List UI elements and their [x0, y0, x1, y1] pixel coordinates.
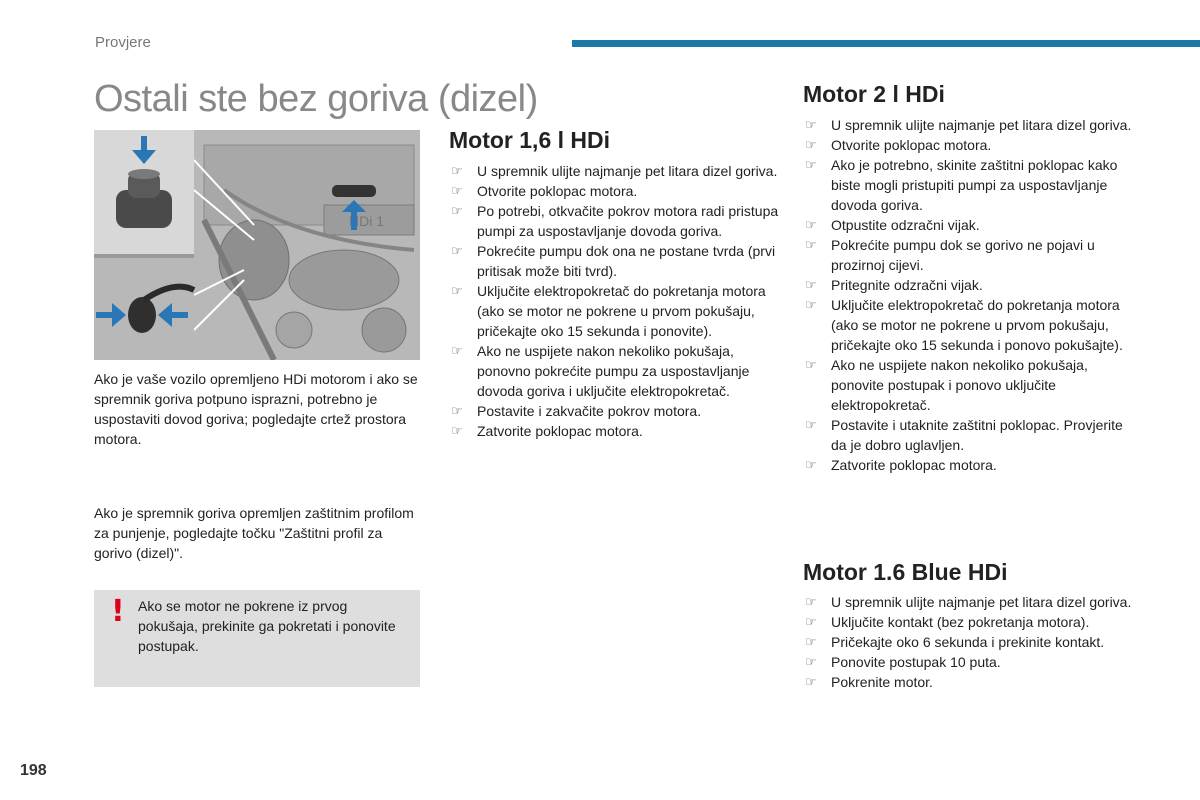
step-text: Otpustite odzračni vijak. — [831, 217, 980, 233]
pointing-hand-icon: ☞ — [451, 343, 463, 358]
step-text: U spremnik ulijte najmanje pet litara dizel goriva. — [477, 163, 778, 179]
pointing-hand-icon: ☞ — [805, 297, 817, 312]
step-item — [449, 281, 779, 341]
step-text: Uključite kontakt (bez pokretanja motora). — [831, 614, 1090, 630]
warning-exclamation-icon: ! — [111, 594, 125, 629]
step-item — [449, 401, 779, 421]
step-text: Pokrećite pumpu dok se gorivo ne pojavi u prozirnoj cijevi. — [831, 237, 1095, 273]
pointing-hand-icon: ☞ — [805, 157, 817, 172]
step-text: Pričekajte oko 6 sekunda i prekinite kontakt. — [831, 634, 1105, 650]
step-item — [803, 295, 1133, 355]
pointing-hand-icon: ☞ — [805, 137, 817, 152]
step-item — [803, 275, 1133, 295]
step-text: Ako je potrebno, skinite zaštitni poklopac kako biste mogli pristupiti pumpi za uspostavljanje dovoda goriva. — [831, 157, 1118, 213]
step-item — [449, 241, 779, 281]
step-item — [803, 632, 1133, 652]
warning-box — [94, 590, 420, 687]
step-text: Po potrebi, otkvačite pokrov motora radi pristupa pumpi za uspostavljanje dovoda goriva. — [477, 203, 779, 239]
step-text: Otvorite poklopac motora. — [831, 137, 992, 153]
step-text: Uključite elektropokretač do pokretanja motora (ako se motor ne pokrene u prvom pokušaju, pričekajte oko 15 sekunda i ponovite). — [477, 283, 766, 339]
step-text: Ako ne uspijete nakon nekoliko pokušaja, ponovno pokrećite pumpu za uspostavljanje dovoda goriva i uključite elektropokretač. — [477, 343, 750, 399]
steps-motor-1-6-blue-hdi — [803, 592, 1133, 692]
step-text: Postavite i utaknite zaštitni poklopac. Provjerite da je dobro uglavljen. — [831, 417, 1123, 453]
step-item — [803, 455, 1133, 475]
pointing-hand-icon: ☞ — [805, 614, 817, 629]
pointing-hand-icon: ☞ — [451, 423, 463, 438]
step-item — [803, 235, 1133, 275]
steps-motor-1-6-hdi — [449, 161, 779, 441]
pointing-hand-icon: ☞ — [805, 674, 817, 689]
step-item — [449, 201, 779, 241]
step-text: Ako ne uspijete nakon nekoliko pokušaja, ponovite postupak i ponovo uključite elektropokretač. — [831, 357, 1088, 413]
pointing-hand-icon: ☞ — [805, 457, 817, 472]
pointing-hand-icon: ☞ — [805, 594, 817, 609]
step-item — [803, 355, 1133, 415]
warning-text: Ako se motor ne pokrene iz prvog pokušaja, prekinite ga pokretati i ponovite postupak. — [138, 598, 396, 654]
step-item — [803, 592, 1133, 612]
step-text: Ponovite postupak 10 puta. — [831, 654, 1001, 670]
step-item — [449, 421, 779, 441]
pointing-hand-icon: ☞ — [805, 634, 817, 649]
pointing-hand-icon: ☞ — [451, 163, 463, 178]
pointing-hand-icon: ☞ — [451, 203, 463, 218]
step-item — [449, 341, 779, 401]
step-item — [803, 215, 1133, 235]
step-item — [803, 672, 1133, 692]
step-text: Zatvorite poklopac motora. — [477, 423, 643, 439]
pointing-hand-icon: ☞ — [805, 654, 817, 669]
step-item — [803, 135, 1133, 155]
step-item — [449, 161, 779, 181]
page-title: Ostali ste bez goriva (dizel) — [94, 78, 538, 120]
step-item — [449, 181, 779, 201]
step-text: Pritegnite odzračni vijak. — [831, 277, 983, 293]
page-number: 198 — [20, 762, 47, 779]
pointing-hand-icon: ☞ — [451, 403, 463, 418]
pointing-hand-icon: ☞ — [805, 217, 817, 232]
section-heading-motor-1-6-hdi: Motor 1,6 l HDi — [449, 127, 611, 153]
engine-bay-photo — [94, 130, 420, 360]
step-item — [803, 612, 1133, 632]
filler-profile-paragraph: Ako je spremnik goriva opremljen zaštitnim profilom za punjenje, pogledajte točku "Zaštitni profil za gorivo (dizel)". — [94, 505, 414, 561]
step-text: U spremnik ulijte najmanje pet litara dizel goriva. — [831, 117, 1132, 133]
step-item — [803, 155, 1133, 215]
step-text: Postavite i zakvačite pokrov motora. — [477, 403, 702, 419]
step-text: Otvorite poklopac motora. — [477, 183, 638, 199]
pointing-hand-icon: ☞ — [805, 277, 817, 292]
step-text: U spremnik ulijte najmanje pet litara dizel goriva. — [831, 594, 1132, 610]
steps-motor-2-hdi — [803, 115, 1133, 475]
section-heading-motor-2-hdi: Motor 2 l HDi — [803, 81, 945, 107]
header-accent-bar — [572, 40, 1200, 47]
step-item — [803, 415, 1133, 455]
step-text: Pokrećite pumpu dok ona ne postane tvrda (prvi pritisak može biti tvrd). — [477, 243, 776, 279]
pointing-hand-icon: ☞ — [451, 183, 463, 198]
section-heading-motor-1-6-blue-hdi: Motor 1.6 Blue HDi — [803, 559, 1008, 585]
pointing-hand-icon: ☞ — [451, 243, 463, 258]
step-text: Zatvorite poklopac motora. — [831, 457, 997, 473]
svg-text:HDi 1: HDi 1 — [349, 213, 385, 229]
intro-paragraph: Ako je vaše vozilo opremljeno HDi motorom i ako se spremnik goriva potpuno isprazni, potrebno je uspostaviti dovod goriva; pogledajte crtež prostora motora. — [94, 371, 418, 447]
step-item — [803, 652, 1133, 672]
step-text: Uključite elektropokretač do pokretanja motora (ako se motor ne pokrene u prvom pokušaju, pričekajte oko 15 sekunda i ponovo pokušajte). — [831, 297, 1123, 353]
pointing-hand-icon: ☞ — [451, 283, 463, 298]
pointing-hand-icon: ☞ — [805, 357, 817, 372]
pointing-hand-icon: ☞ — [805, 117, 817, 132]
step-text: Pokrenite motor. — [831, 674, 933, 690]
pointing-hand-icon: ☞ — [805, 417, 817, 432]
section-label: Provjere — [95, 34, 151, 51]
step-item — [803, 115, 1133, 135]
pointing-hand-icon: ☞ — [805, 237, 817, 252]
